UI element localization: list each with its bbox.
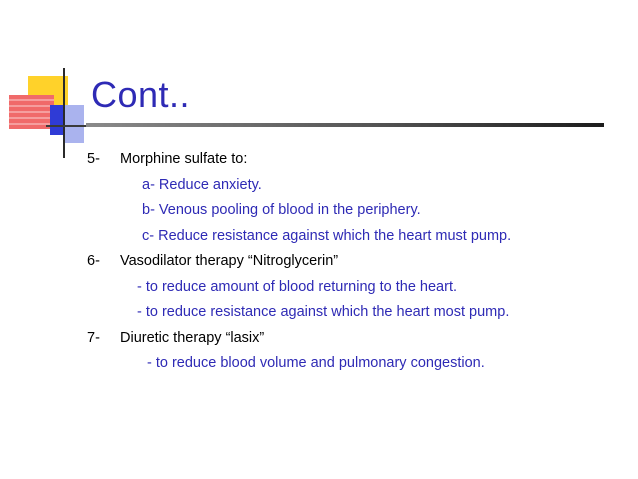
slide-title: Cont.. — [91, 74, 191, 115]
sub-item: - to reduce resistance against which the heart most pump. — [137, 304, 510, 320]
sub-item: - to reduce blood volume and pulmonary congestion. — [147, 355, 485, 371]
list-item-heading: Morphine sulfate to: — [120, 151, 248, 167]
sub-item: b- Venous pooling of blood in the periphery. — [142, 202, 421, 218]
list-item-number: 7- — [87, 329, 100, 346]
decorative-blue-block — [50, 105, 63, 135]
slide-body — [87, 147, 627, 377]
decorative-short-line — [46, 125, 86, 127]
list-item-heading: Diuretic therapy “lasix” — [120, 329, 265, 346]
list-item-heading: Vasodilator therapy “Nitroglycerin” — [120, 253, 339, 269]
sub-item: c- Reduce resistance against which the heart must pump. — [142, 227, 512, 244]
decorative-vertical-line — [63, 68, 65, 158]
title-underline — [86, 123, 604, 127]
list-item-5 — [87, 147, 627, 173]
list-item-7 — [87, 326, 627, 352]
sub-item: a- Reduce anxiety. — [142, 176, 262, 193]
sub-item: - to reduce amount of blood returning to the heart. — [137, 278, 458, 295]
decorative-lightblue-block — [64, 105, 84, 143]
decorative-pink-stripes — [9, 95, 54, 129]
list-item-number: 5- — [87, 151, 100, 167]
list-item-number: 6- — [87, 253, 100, 269]
list-item-6 — [87, 249, 627, 275]
